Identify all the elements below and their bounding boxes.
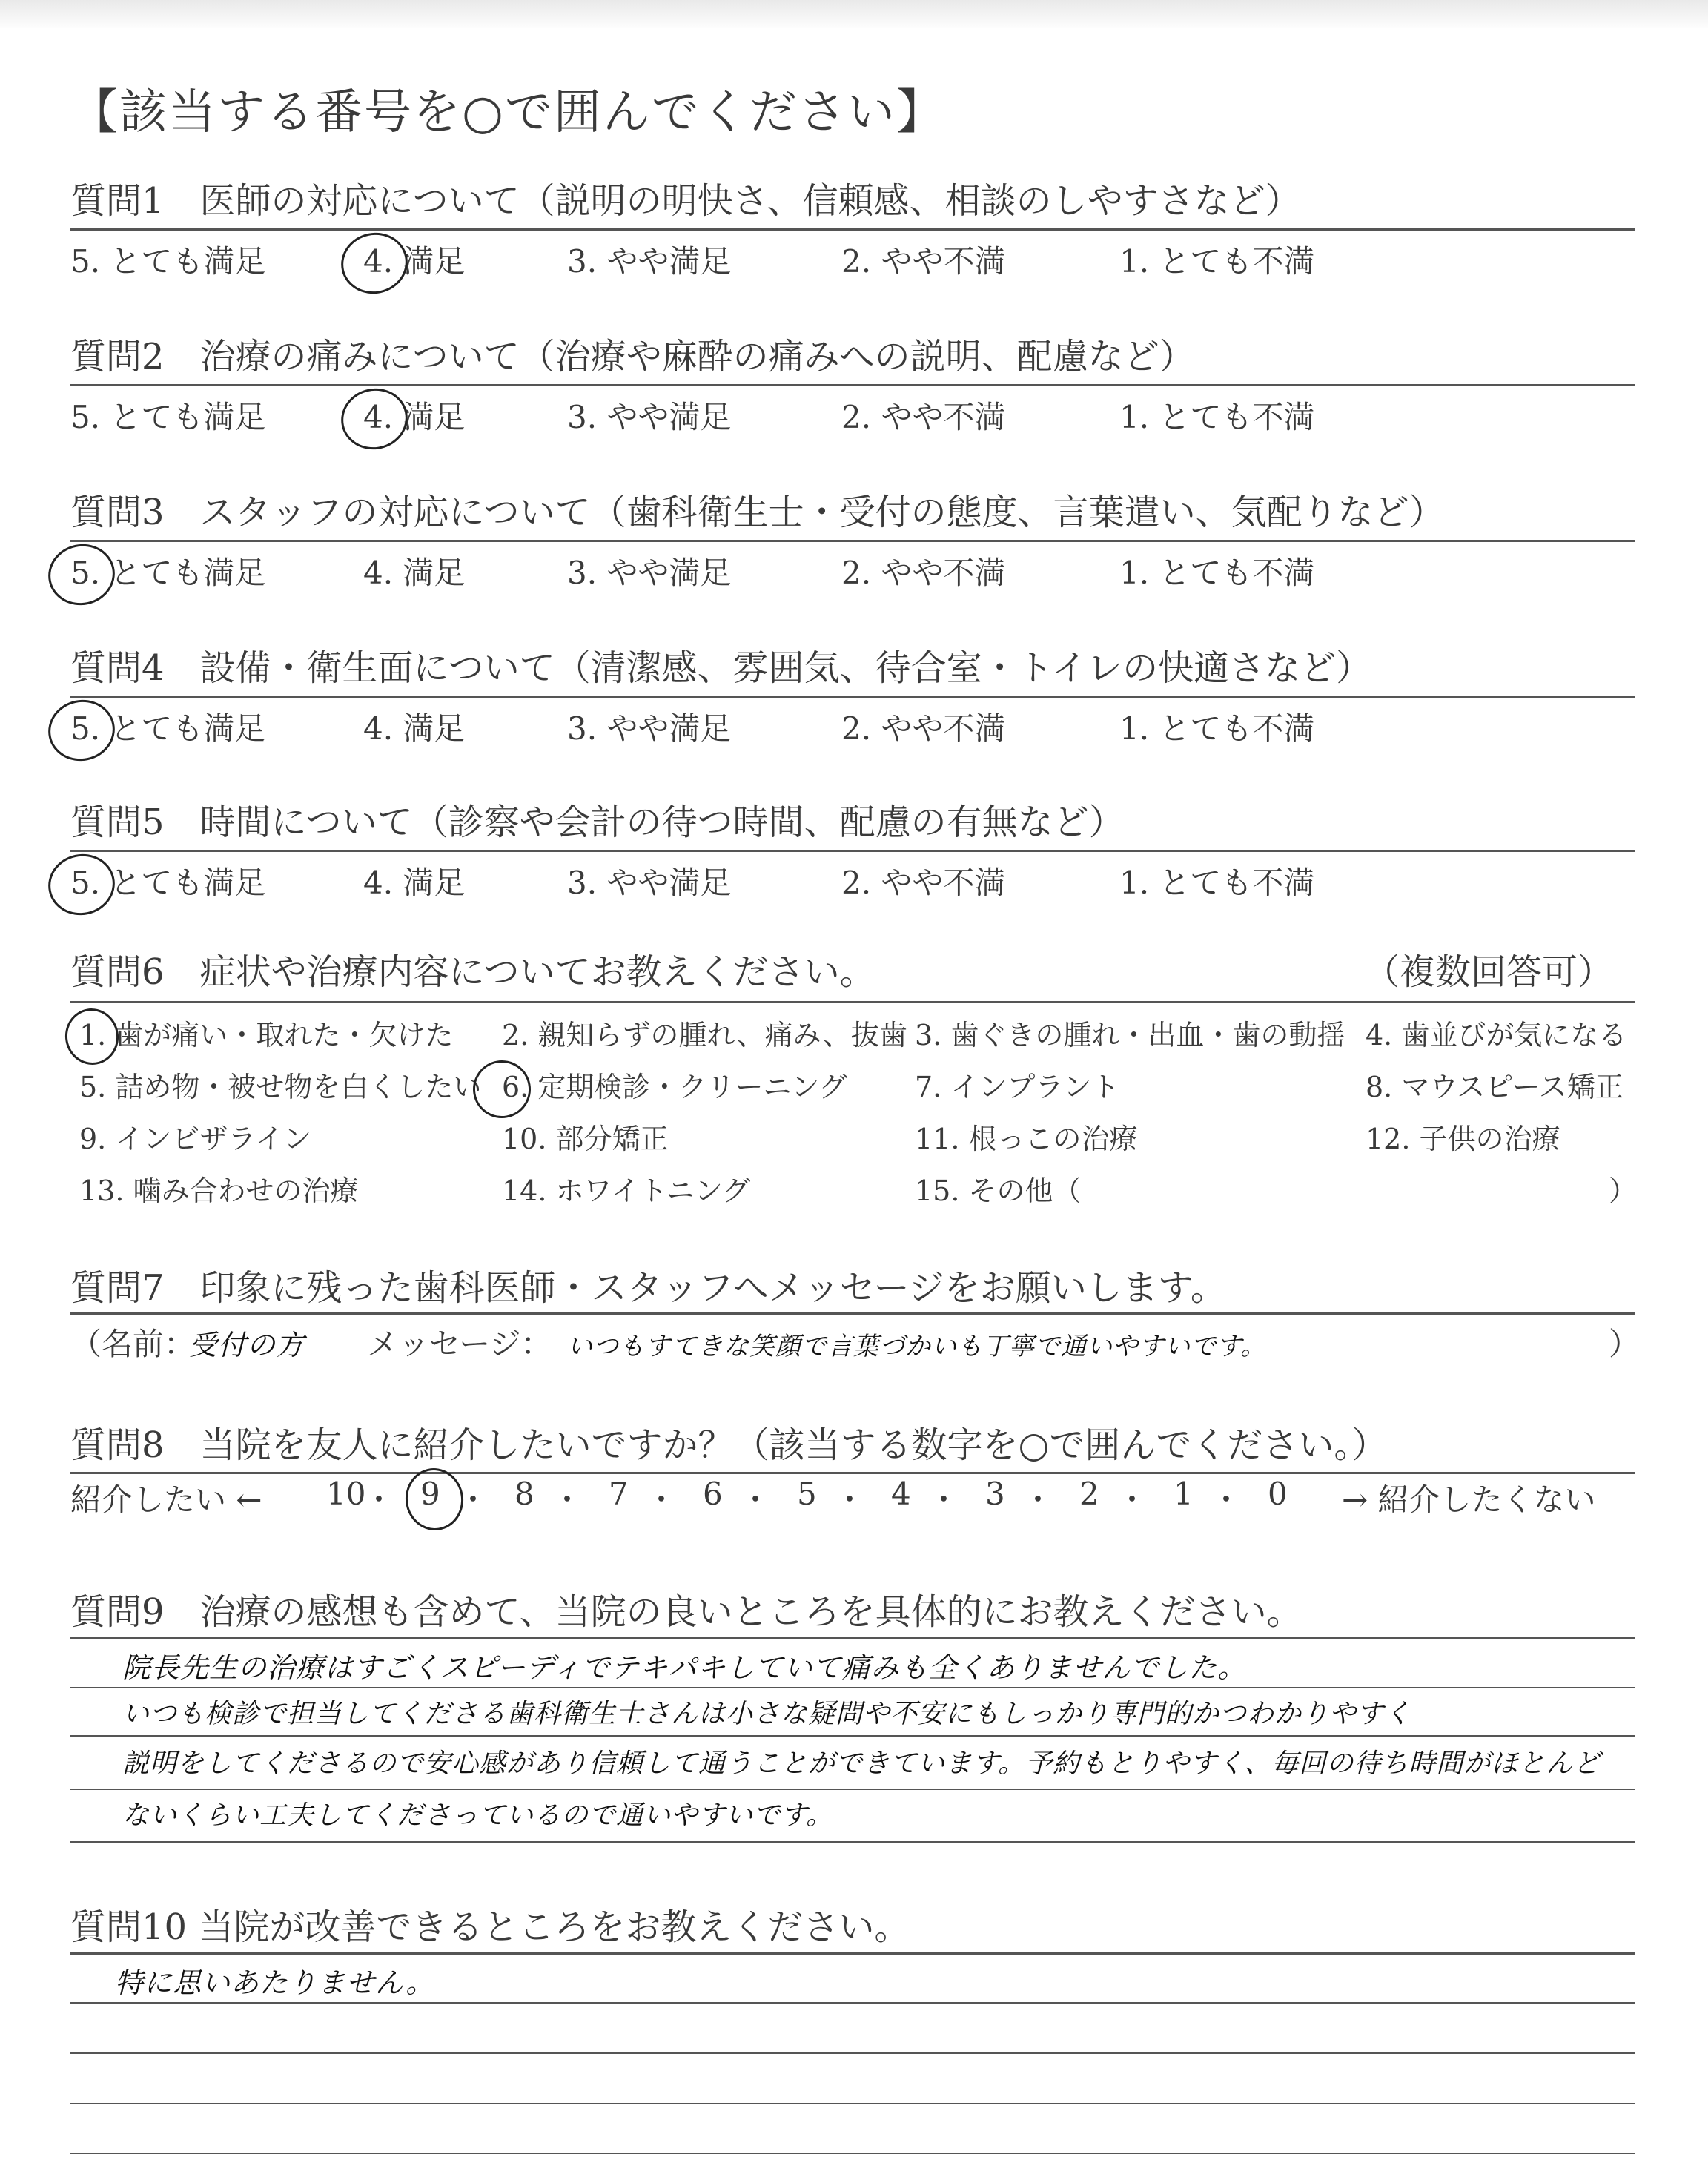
q6-multi-note: （複数回答可） — [1364, 951, 1614, 993]
q7-name-label: （名前： — [70, 1326, 196, 1362]
q2-option-5[interactable]: 5. とても満足 — [70, 399, 266, 435]
q6-item-3[interactable]: 3. 歯ぐきの腫れ・出血・歯の動揺 — [915, 1019, 1345, 1051]
q8-scale-0[interactable]: 0 — [1268, 1476, 1288, 1512]
q8-scale-6[interactable]: 6 — [703, 1476, 723, 1512]
q1-option-2[interactable]: 2. やや不満 — [841, 243, 1006, 280]
q10-writing-rule-1 — [70, 2002, 1635, 2004]
q4-option-4[interactable]: 4. 満足 — [363, 710, 466, 747]
q7-message-label: メッセージ： — [367, 1326, 552, 1362]
q9-writing-rule-4 — [70, 1841, 1635, 1843]
q2-option-4[interactable]: 4. 満足 — [363, 399, 466, 435]
q3-label: 質問3 スタッフの対応について（歯科衛生士・受付の態度、言葉遣い、気配りなど） — [70, 492, 1445, 533]
q9-rule — [70, 1637, 1635, 1639]
q4-label: 質問4 設備・衛生面について（清潔感、雰囲気、待合室・トイレの快適さなど） — [70, 647, 1372, 689]
q8-separator: ・ — [552, 1482, 583, 1518]
q6-item-9[interactable]: 9. インビザライン — [79, 1123, 312, 1155]
q2-option-3[interactable]: 3. やや満足 — [567, 399, 732, 435]
q7-message-value: いつもすてきな笑顔で言葉づかいも丁寧で通いやすいです。 — [567, 1332, 1267, 1361]
q6-item-7[interactable]: 7. インプラント — [915, 1071, 1120, 1103]
q9-answer-line-1: 院長先生の治療はすごくスピーディでテキパキしていて痛みも全くありませんでした。 — [122, 1651, 1247, 1684]
q10-writing-rule-4 — [70, 2153, 1635, 2154]
q4-option-3[interactable]: 3. やや満足 — [567, 710, 732, 747]
q8-scale-7[interactable]: 7 — [609, 1476, 629, 1512]
q9-writing-rule-1 — [70, 1687, 1635, 1688]
q7-rule — [70, 1312, 1635, 1315]
q3-option-3[interactable]: 3. やや満足 — [567, 555, 732, 591]
q1-option-4[interactable]: 4. 満足 — [363, 243, 466, 280]
q8-scale-1[interactable]: 1 — [1174, 1476, 1194, 1512]
q9-answer-line-3: 説明をしてくださるので安心感があり信頼して通うことができています。予約もとりやすく、毎回の待ち時間がほとんど — [122, 1748, 1601, 1779]
q6-rule — [70, 1001, 1635, 1003]
q7-close-paren: ） — [1609, 1326, 1641, 1362]
q6-label: 質問6 症状や治療内容についてお教えください。 — [70, 951, 875, 993]
q6-item-8[interactable]: 8. マウスピース矯正 — [1366, 1071, 1623, 1103]
q8-separator: ・ — [1116, 1482, 1148, 1518]
q6-item-15[interactable]: 15. その他（ — [915, 1175, 1082, 1207]
q10-label: 質問10 当院が改善できるところをお教えください。 — [70, 1906, 910, 1948]
q5-option-1[interactable]: 1. とても不満 — [1119, 865, 1315, 901]
q6-item-16: ） — [1609, 1175, 1638, 1207]
q1-option-1[interactable]: 1. とても不満 — [1119, 243, 1315, 280]
q6-item-14[interactable]: 14. ホワイトニング — [502, 1175, 751, 1207]
q6-item-10[interactable]: 10. 部分矯正 — [502, 1123, 669, 1155]
q8-scale-4[interactable]: 4 — [891, 1476, 911, 1512]
q5-option-3[interactable]: 3. やや満足 — [567, 865, 732, 901]
q8-separator: ・ — [834, 1482, 866, 1518]
q3-option-4[interactable]: 4. 満足 — [363, 555, 466, 591]
q8-separator: ・ — [646, 1482, 678, 1518]
q7-label: 質問7 印象に残った歯科医師・スタッフへメッセージをお願いします。 — [70, 1267, 1226, 1309]
q9-writing-rule-2 — [70, 1735, 1635, 1737]
q6-item-4[interactable]: 4. 歯並びが気になる — [1366, 1019, 1627, 1051]
q4-option-5[interactable]: 5. とても満足 — [70, 710, 266, 747]
q7-name-value: 受付の方 — [189, 1329, 305, 1361]
q4-rule — [70, 696, 1635, 698]
q6-item-12[interactable]: 12. 子供の治療 — [1366, 1123, 1560, 1155]
q8-separator: ・ — [1211, 1482, 1242, 1518]
q10-writing-rule-3 — [70, 2103, 1635, 2104]
q1-rule — [70, 228, 1635, 231]
q8-scale-9[interactable]: 9 — [420, 1476, 440, 1512]
scan-top-edge — [0, 0, 1708, 28]
q3-option-1[interactable]: 1. とても不満 — [1119, 555, 1315, 591]
q8-left-label: 紹介したい ← — [70, 1482, 262, 1518]
q5-rule — [70, 850, 1635, 852]
q2-option-1[interactable]: 1. とても不満 — [1119, 399, 1315, 435]
q6-item-5[interactable]: 5. 詰め物・被せ物を白くしたい — [79, 1071, 482, 1103]
q5-option-4[interactable]: 4. 満足 — [363, 865, 466, 901]
q8-scale-10[interactable]: 10 — [326, 1476, 366, 1512]
q8-separator: ・ — [740, 1482, 772, 1518]
q4-option-2[interactable]: 2. やや不満 — [841, 710, 1006, 747]
q8-right-label: → 紹介したくない — [1342, 1482, 1596, 1518]
q2-label: 質問2 治療の痛みについて（治療や麻酔の痛みへの説明、配慮など） — [70, 336, 1195, 377]
q1-option-3[interactable]: 3. やや満足 — [567, 243, 732, 280]
q8-separator: ・ — [363, 1482, 395, 1518]
q8-scale-8[interactable]: 8 — [514, 1476, 534, 1512]
q10-answer-line-1: 特に思いあたりません。 — [115, 1966, 435, 1999]
q5-option-2[interactable]: 2. やや不満 — [841, 865, 1006, 901]
q3-option-5[interactable]: 5. とても満足 — [70, 555, 266, 591]
q8-label: 質問8 当院を友人に紹介したいですか？（該当する数字を○で囲んでください。） — [70, 1424, 1388, 1466]
page-heading: 【該当する番号を○で囲んでください】 — [70, 85, 945, 140]
q9-writing-rule-3 — [70, 1789, 1635, 1790]
q8-separator: ・ — [457, 1482, 489, 1518]
q6-item-13[interactable]: 13. 噛み合わせの治療 — [79, 1175, 359, 1207]
q4-option-1[interactable]: 1. とても不満 — [1119, 710, 1315, 747]
q2-option-2[interactable]: 2. やや不満 — [841, 399, 1006, 435]
q10-rule — [70, 1952, 1635, 1955]
q5-label: 質問5 時間について（診察や会計の待つ時間、配慮の有無など） — [70, 802, 1125, 843]
q8-scale-2[interactable]: 2 — [1079, 1476, 1099, 1512]
q3-option-2[interactable]: 2. やや不満 — [841, 555, 1006, 591]
q9-label: 質問9 治療の感想も含めて、当院の良いところを具体的にお教えください。 — [70, 1591, 1302, 1633]
q8-separator: ・ — [1022, 1482, 1054, 1518]
q6-item-2[interactable]: 2. 親知らずの腫れ、痛み、抜歯 — [502, 1019, 907, 1051]
q3-rule — [70, 540, 1635, 542]
q10-writing-rule-2 — [70, 2052, 1635, 2054]
q5-option-5[interactable]: 5. とても満足 — [70, 865, 266, 901]
q6-item-11[interactable]: 11. 根っこの治療 — [915, 1123, 1138, 1155]
q1-option-5[interactable]: 5. とても満足 — [70, 243, 266, 280]
q2-rule — [70, 384, 1635, 386]
q9-answer-line-4: ないくらい工夫してくださっているので通いやすいです。 — [122, 1800, 834, 1831]
q6-item-6[interactable]: 6. 定期検診・クリーニング — [502, 1071, 847, 1103]
q8-rule — [70, 1472, 1635, 1474]
q8-separator: ・ — [928, 1482, 960, 1518]
q1-label: 質問1 医師の対応について（説明の明快さ、信頼感、相談のしやすさなど） — [70, 180, 1301, 222]
q8-scale-3[interactable]: 3 — [985, 1476, 1005, 1512]
q9-answer-line-2: いつも検診で担当してくださる歯科衛生士さんは小さな疑問や不安にもしっかり専門的かつわかりやすく — [122, 1699, 1412, 1729]
q8-scale-5[interactable]: 5 — [797, 1476, 817, 1512]
q6-item-1[interactable]: 1. 歯が痛い・取れた・欠けた — [79, 1019, 454, 1051]
